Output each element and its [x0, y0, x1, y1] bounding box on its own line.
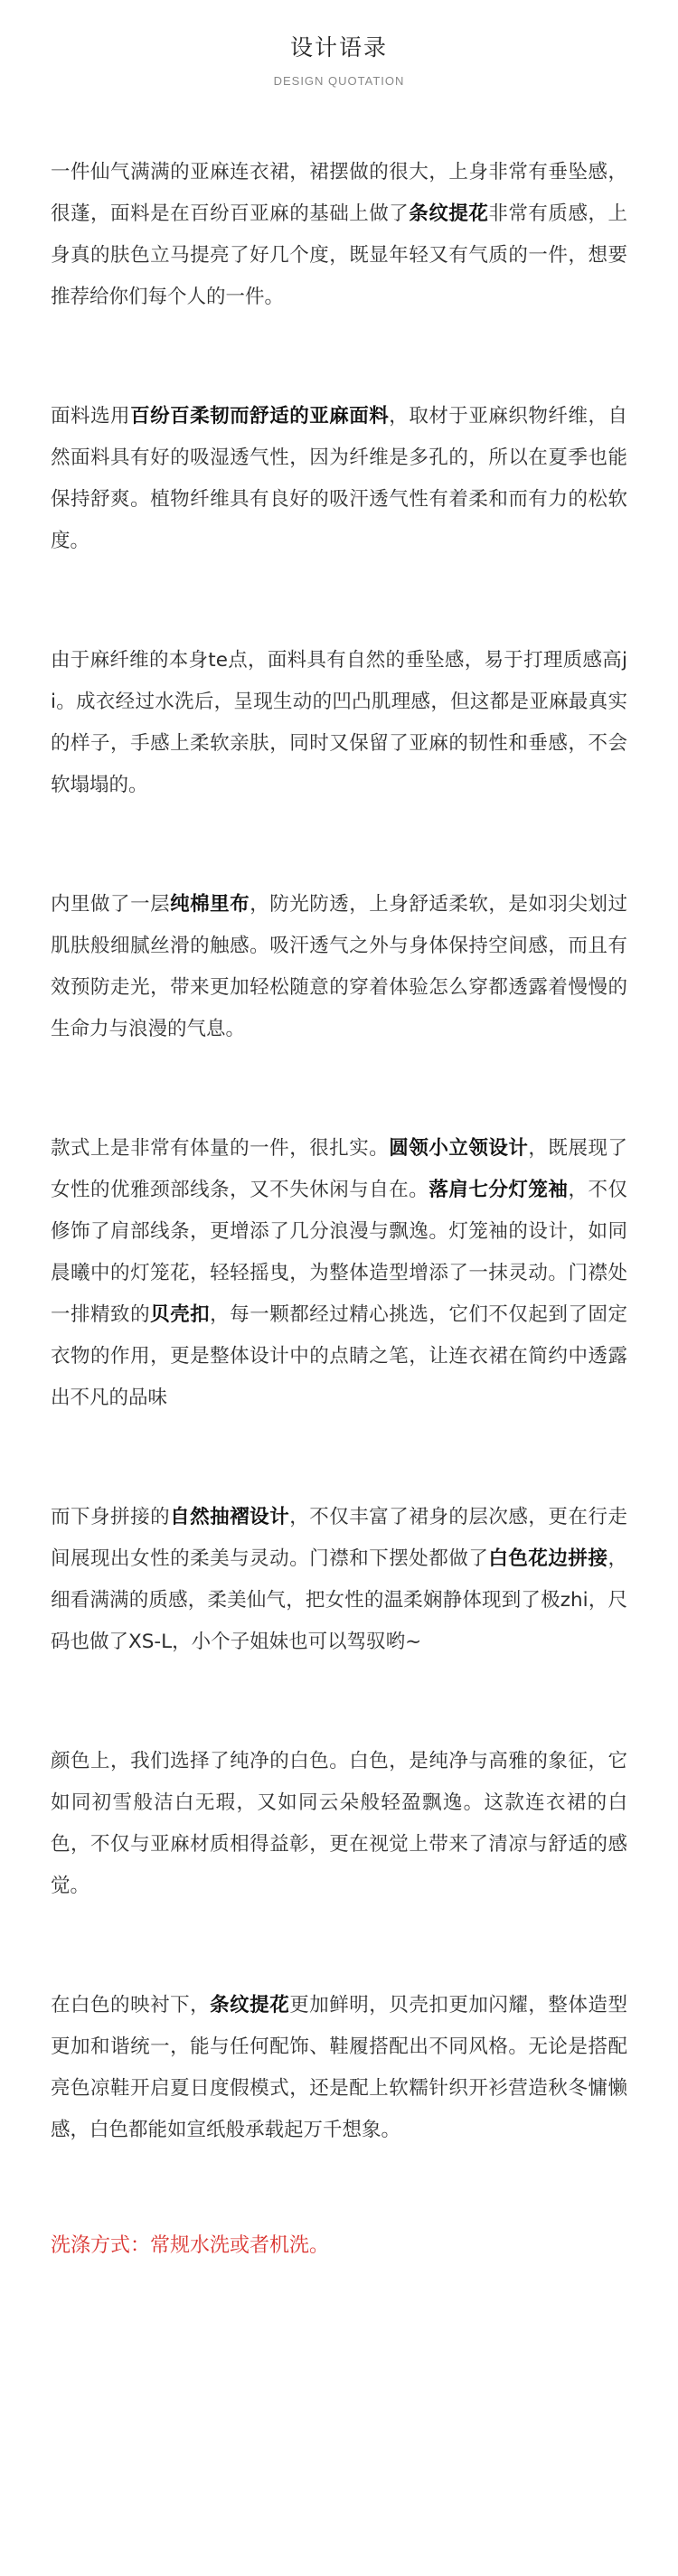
paragraph-text: ，防光防透，上身舒适柔软，是如羽尖划过肌肤般细腻丝滑的触感。吸汗透气之外与身体保持空间感，而且有效预防走光，带来更加轻松随意的穿着体验怎么穿都透露着慢慢的生命力与浪漫的气息。 [51, 893, 627, 1040]
paragraph-text: ，每一颗都经过精心挑选，它们不仅起到了固定衣物的作用，更是整体设计中的点睛之笔，让连衣裙在简约中透露出不凡的品味 [51, 1303, 627, 1409]
highlight-text: 自然抽褶设计 [170, 1506, 290, 1528]
paragraph-text: 由于麻纤维的本身te点，面料具有自然的垂坠感，易于打理质感高ji。成衣经过水洗后，呈现生动的凹凸肌理感，但这都是亚麻最真实的样子，手感上柔软亲肤，同时又保留了亚麻的韧性和垂感，不会软塌塌的。 [51, 649, 627, 796]
highlight-text: 白色花边拼接 [488, 1547, 608, 1570]
paragraph-text: ，细看满满的质感，柔美仙气，把女性的温柔娴静体现到了极zhi，尺码也做了XS-L，小个子姐妹也可以驾驭哟~ [51, 1547, 627, 1653]
paragraph-text: ，取材于亚麻织物纤维，自然面料具有好的吸湿透气性，因为纤维是多孔的，所以在夏季也能保持舒爽。植物纤维具有良好的吸汗透气性有着柔和而有力的松软度。 [51, 405, 627, 552]
description-paragraph [51, 1741, 627, 1907]
highlight-text: 条纹提花 [409, 202, 489, 225]
paragraph-text: 非常有质感，上身真的肤色立马提亮了好几个度，既显年轻又有气质的一件，想要推荐给你们每个人的一件。 [51, 202, 627, 308]
paragraph-list [51, 152, 627, 2151]
paragraph-text: 在白色的映衬下， [51, 1994, 211, 2017]
section-title: 设计语录 [289, 34, 388, 61]
highlight-text: 落肩七分灯笼袖 [428, 1179, 569, 1201]
washing-instructions: 洗涤方式：常规水洗或者机洗。 [51, 2234, 330, 2257]
highlight-text: 圆领小立领设计 [389, 1137, 529, 1160]
paragraph-text: ，不仅修饰了肩部线条，更增添了几分浪漫与飘逸。灯笼袖的设计，如同晨曦中的灯笼花，轻轻摇曳，为整体造型增添了一抹灵动。门襟处一排精致的 [51, 1179, 627, 1326]
paragraph-text: 内里做了一层 [51, 893, 171, 916]
paragraph-text: 更加鲜明，贝壳扣更加闪耀，整体造型更加和谐统一，能与任何配饰、鞋履搭配出不同风格。无论是搭配亮色凉鞋开启夏日度假模式，还是配上软糯针织开衫营造秋冬慵懒感，白色都能如宣纸般承载起万千想象。 [51, 1994, 627, 2141]
section-header [0, 33, 678, 89]
description-body [51, 152, 627, 2267]
paragraph-text: 而下身拼接的 [51, 1506, 171, 1528]
description-paragraph [51, 1497, 627, 1663]
description-paragraph [51, 396, 627, 562]
highlight-text: 百纷百柔韧而舒适的亚麻面料 [130, 405, 390, 428]
paragraph-text: 面料选用 [51, 405, 131, 428]
paragraph-text: ，不仅丰富了裙身的层次感，更在行走间展现出女性的柔美与灵动。门襟和下摆处都做了 [51, 1506, 627, 1570]
highlight-text: 贝壳扣 [150, 1303, 211, 1326]
highlight-text: 纯棉里布 [170, 893, 250, 916]
description-paragraph [51, 152, 627, 318]
description-paragraph [51, 1128, 627, 1419]
paragraph-text: 颜色上，我们选择了纯净的白色。白色，是纯净与高雅的象征，它如同初雪般洁白无瑕，又如同云朵般轻盈飘逸。这款连衣裙的白色，不仅与亚麻材质相得益彰，更在视觉上带来了清凉与舒适的感觉。 [51, 1750, 627, 1897]
description-paragraph [51, 884, 627, 1050]
paragraph-text: 款式上是非常有体量的一件，很扎实。 [51, 1137, 390, 1160]
description-paragraph [51, 1985, 627, 2151]
paragraph-text: 一件仙气满满的亚麻连衣裙，裙摆做的很大，上身非常有垂坠感，很蓬，面料是在百纷百亚麻的基础上做了 [51, 161, 627, 225]
description-paragraph [51, 640, 627, 806]
highlight-text: 条纹提花 [210, 1994, 290, 2017]
section-subtitle: DESIGN QUOTATION [273, 74, 405, 88]
paragraph-text: ，既展现了女性的优雅颈部线条，又不失休闲与自在。 [51, 1137, 627, 1201]
